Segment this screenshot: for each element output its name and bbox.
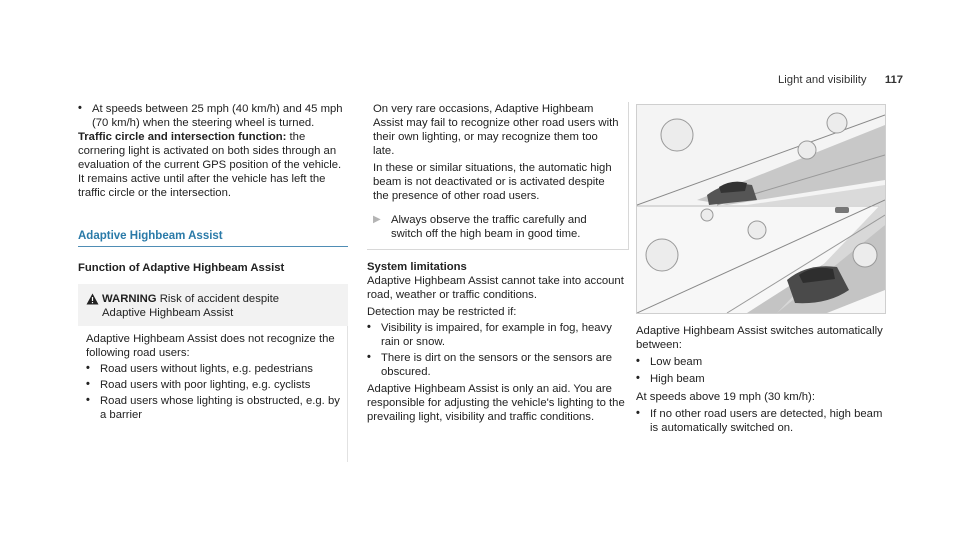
warning-box: [78, 284, 348, 326]
list-item: [86, 378, 347, 392]
list-item-text: Road users whose lighting is obstructed, e.g. by a barrier: [100, 395, 340, 421]
note-instruction: [373, 213, 620, 241]
list-item: [367, 351, 629, 379]
column-middle: [367, 102, 629, 424]
note-paragraph-2: In these or similar situations, the automatic high beam is not deactivated or is activated despite the presence of other road users.: [373, 162, 612, 202]
list-item-text: High beam: [650, 373, 705, 385]
section-heading: [78, 230, 348, 247]
limits-title: System limitations: [367, 261, 467, 273]
traffic-circle-label: Traffic circle and intersection function:: [78, 131, 287, 143]
detection-intro: Detection may be restricted if:: [367, 306, 517, 318]
bullet-icon: •: [86, 362, 90, 374]
section-name: Light and visibility: [778, 74, 867, 86]
note-box: [367, 102, 629, 250]
list-item-text: Low beam: [650, 356, 703, 368]
arrow-right-icon: ▶: [373, 214, 381, 225]
warning-body: [78, 326, 348, 462]
list-item: [636, 407, 886, 435]
speed-text: At speeds above 19 mph (30 km/h):: [636, 391, 815, 403]
traffic-circle-text: the cornering light is activated on both sides through an evaluation of the current GPS position of the vehicle. It remains active until after the vehicle has left the traffic circle or the intersection.: [78, 131, 342, 199]
warning-title-1: Risk of accident despite: [156, 293, 280, 305]
note-paragraph-1: On very rare occasions, Adaptive Highbeam Assist may fail to recognize other road users with their own lighting, or may recognize them too late.: [373, 103, 619, 157]
section-rule: [78, 246, 348, 247]
note-instruction-text: Always observe the traffic carefully and switch off the high beam in good time.: [391, 214, 587, 240]
list-item-text: If no other road users are detected, high beam is automatically switched on.: [650, 408, 883, 434]
bullet-icon: •: [636, 372, 640, 384]
column-left: [78, 102, 348, 462]
switch-intro: Adaptive Highbeam Assist switches automatically between:: [636, 325, 883, 351]
warning-triangle-icon: [86, 292, 102, 320]
aid-text: Adaptive Highbeam Assist is only an aid. You are responsible for adjusting the vehicle's lighting to the prevailing light, visibility and traffic conditions.: [367, 383, 625, 423]
warning-intro: Adaptive Highbeam Assist does not recognize the following road users:: [86, 333, 335, 359]
bullet-icon: •: [86, 394, 90, 406]
traffic-circle-paragraph: [78, 130, 348, 200]
bullet-icon: •: [636, 407, 640, 419]
bullet-icon: •: [636, 355, 640, 367]
bullet-icon: •: [86, 378, 90, 390]
list-item: [78, 102, 348, 130]
list-item: [86, 362, 347, 376]
list-item-text: Visibility is impaired, for example in fog, heavy rain or snow.: [381, 322, 612, 348]
section-title: Adaptive Highbeam Assist: [78, 230, 223, 242]
list-item: [636, 355, 886, 369]
page-number: 117: [884, 74, 904, 86]
list-item-text: Road users without lights, e.g. pedestrians: [100, 363, 313, 375]
page-header: [778, 74, 903, 86]
bullet-icon: •: [367, 351, 371, 363]
list-item-text: At speeds between 25 mph (40 km/h) and 45 mph (70 km/h) when the steering wheel is turned.: [92, 103, 343, 129]
bullet-icon: •: [78, 102, 82, 114]
bullet-icon: •: [367, 321, 371, 333]
list-item: [367, 321, 629, 349]
highbeam-illustration: [636, 104, 886, 314]
column-right: [636, 324, 886, 435]
warning-label: WARNING: [102, 293, 157, 305]
list-item-text: Road users with poor lighting, e.g. cyclists: [100, 379, 311, 391]
list-item: [636, 372, 886, 386]
subsection-title: Function of Adaptive Highbeam Assist: [78, 262, 285, 274]
warning-title-2: Adaptive Highbeam Assist: [102, 307, 234, 319]
limits-text: Adaptive Highbeam Assist cannot take into account road, weather or traffic conditions.: [367, 275, 624, 301]
warning-header: [78, 284, 348, 326]
list-item: [86, 394, 347, 422]
list-item-text: There is dirt on the sensors or the sensors are obscured.: [381, 352, 613, 378]
